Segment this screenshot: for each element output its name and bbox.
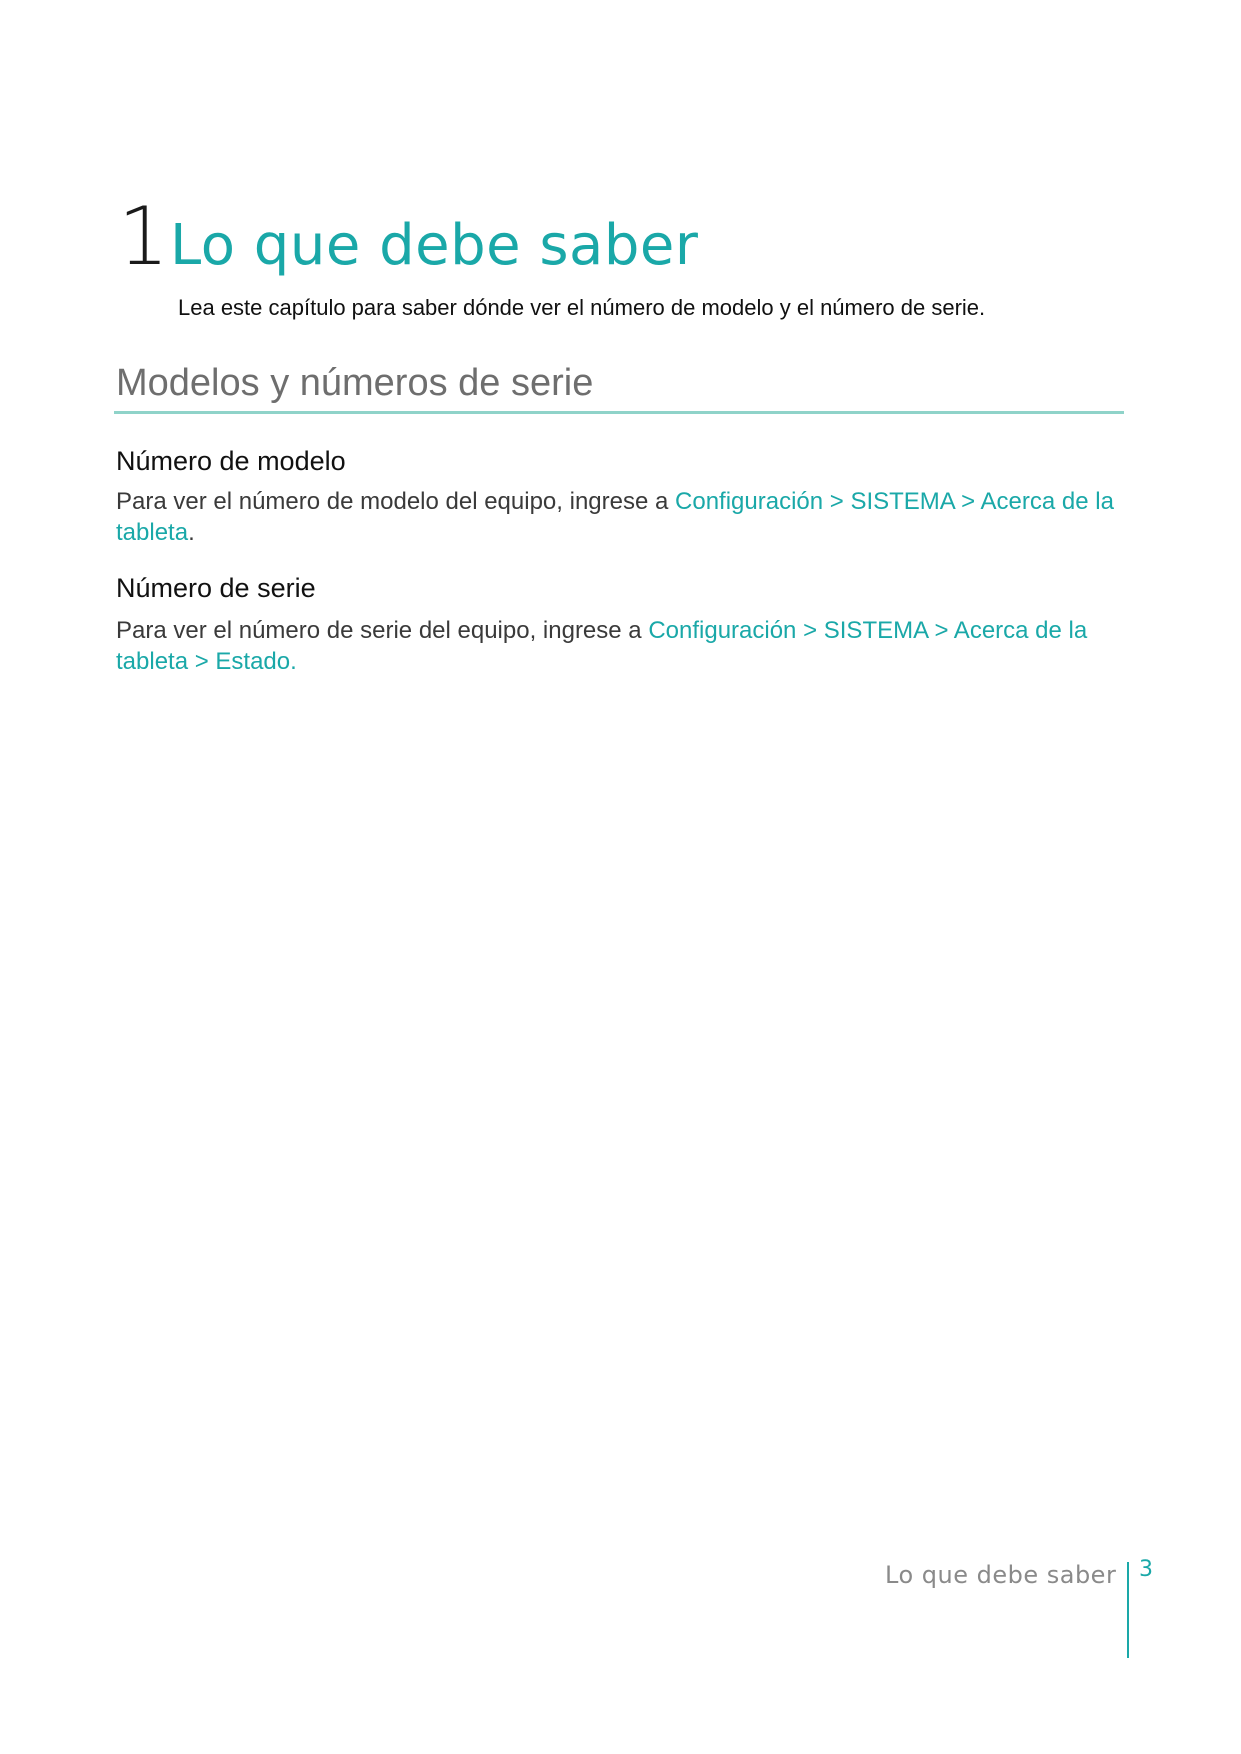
chapter-number: 1: [118, 190, 165, 283]
chapter-title: Lo que debe saber: [170, 213, 699, 278]
model-number-suffix: .: [188, 519, 195, 546]
serial-number-text: Para ver el número de serie del equipo, ingrese a: [116, 617, 649, 644]
serial-number-path-link[interactable]: Configuración > SISTEMA > Acerca de la tableta > Estado.: [116, 617, 1088, 675]
model-number-paragraph: [116, 486, 1136, 548]
footer-divider: [1127, 1562, 1129, 1658]
model-number-heading: Número de modelo: [116, 446, 346, 476]
model-number-text: Para ver el número de modelo del equipo, ingrese a: [116, 488, 676, 515]
page-number: 3: [1139, 1557, 1153, 1582]
model-number-path-link[interactable]: Configuración > SISTEMA > Acerca de la tableta: [116, 488, 1114, 546]
section-title: Modelos y números de serie: [116, 362, 594, 404]
serial-number-heading: Número de serie: [116, 573, 316, 603]
section-divider: [114, 411, 1124, 414]
footer-chapter-title: Lo que debe saber: [885, 1561, 1117, 1589]
chapter-intro: Lea este capítulo para saber dónde ver el número de modelo y el número de serie.: [178, 295, 986, 320]
serial-number-paragraph: [116, 615, 1106, 677]
